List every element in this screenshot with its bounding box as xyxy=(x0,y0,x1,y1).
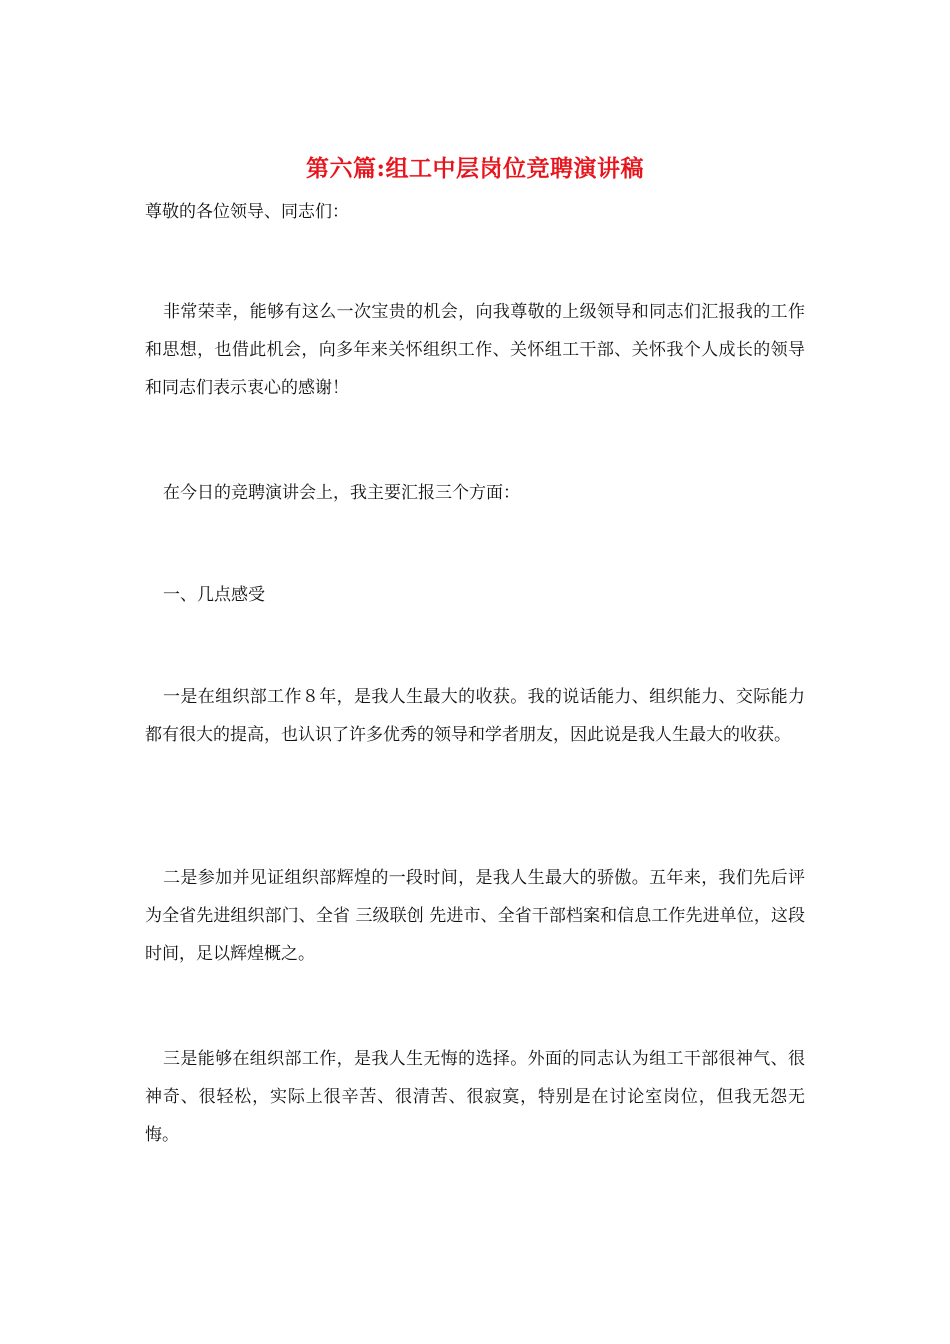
section-heading-feelings: 一、几点感受 xyxy=(163,585,265,605)
paragraph-point-three: 三是能够在组织部工作，是我人生无悔的选择。外面的同志认为组工干部很神气、很神奇、很轻松，实际上很辛苦、很清苦、很寂寞，特别是在讨论室岗位，但我无怨无悔。 xyxy=(145,1049,805,1145)
paragraph-point-two: 二是参加并见证组织部辉煌的一段时间，是我人生最大的骄傲。五年来，我们先后评为全省先进组织部门、全省 三级联创 先进市、全省干部档案和信息工作先进单位，这段时间，足以辉煌概之。 xyxy=(145,868,805,964)
greeting-line: 尊敬的各位领导、同志们： xyxy=(145,202,349,222)
paragraph-outline: 在今日的竞聘演讲会上，我主要汇报三个方面： xyxy=(163,483,520,503)
paragraph-gratitude: 非常荣幸，能够有这么一次宝贵的机会，向我尊敬的上级领导和同志们汇报我的工作和思想，也借此机会，向多年来关怀组织工作、关怀组工干部、关怀我个人成长的领导和同志们表示衷心的感谢！ xyxy=(145,302,805,398)
document-title: 第六篇:组工中层岗位竞聘演讲稿 xyxy=(306,155,644,182)
paragraph-point-one: 一是在组织部工作８年，是我人生最大的收获。我的说话能力、组织能力、交际能力都有很大的提高，也认识了许多优秀的领导和学者朋友，因此说是我人生最大的收获。 xyxy=(145,687,805,745)
